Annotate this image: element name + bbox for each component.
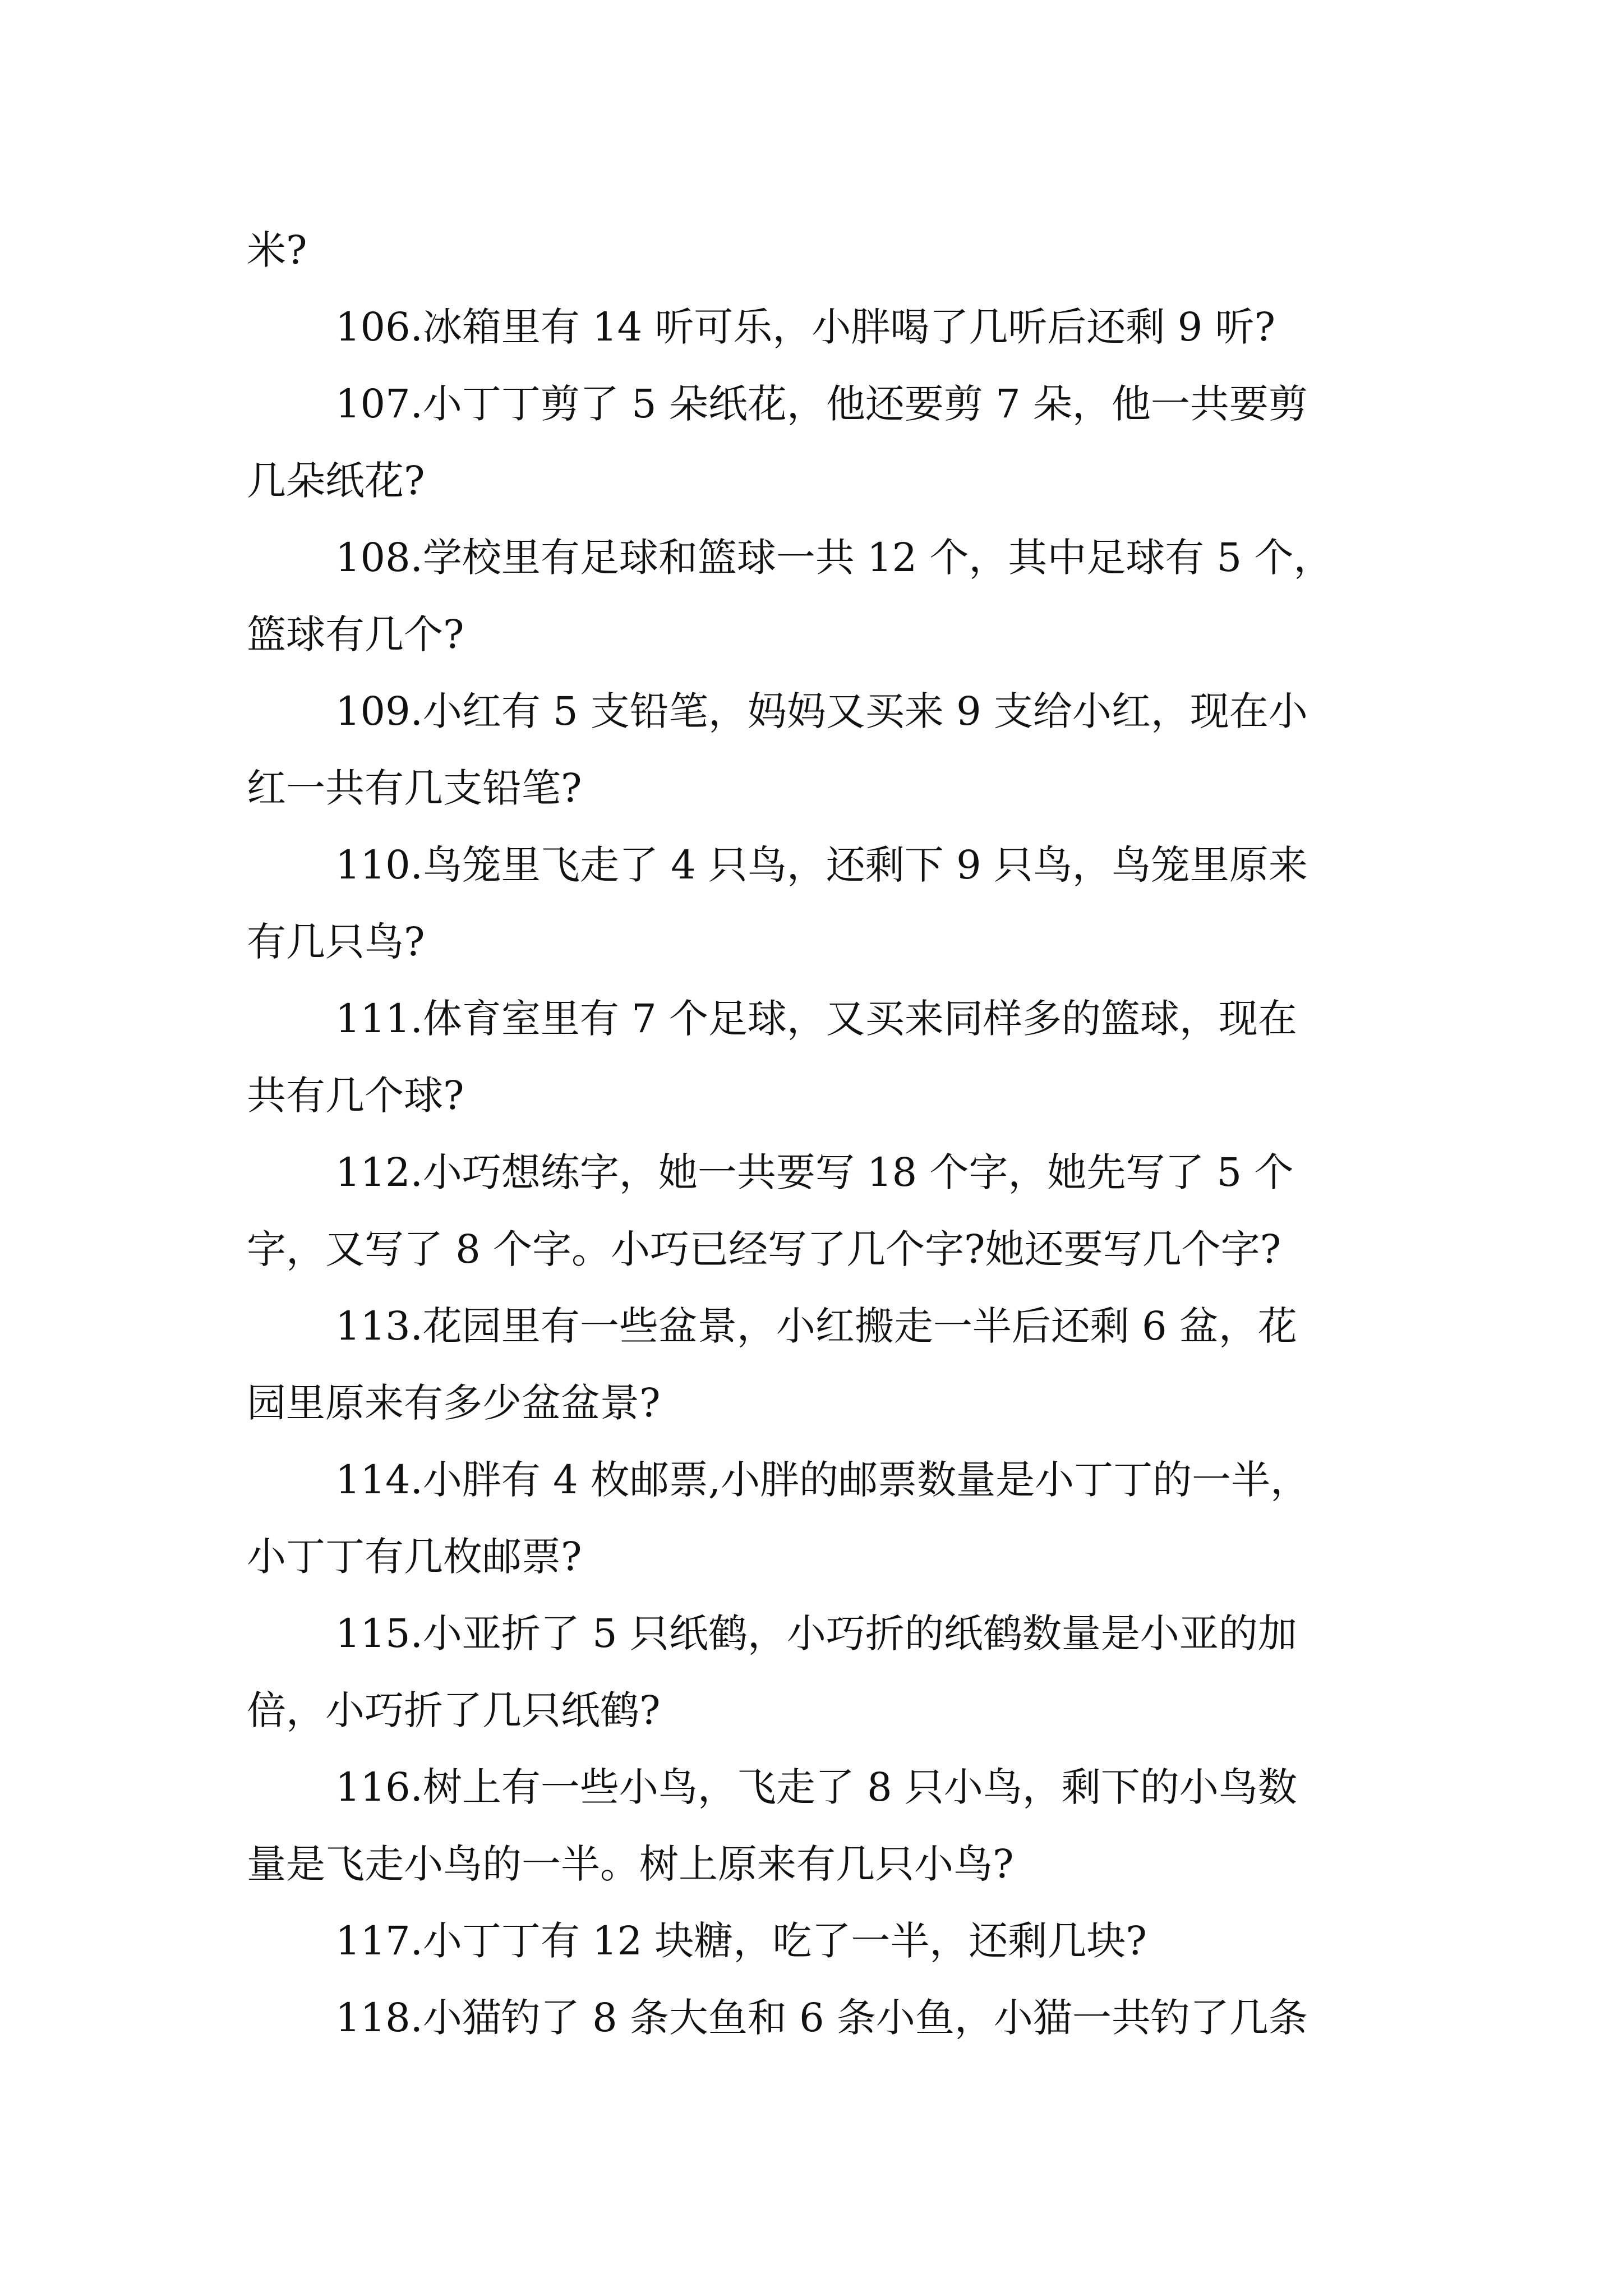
text-line: 111.体育室里有 7 个足球，又买来同样多的篮球，现在 — [335, 996, 1297, 1042]
text-line: 114.小胖有 4 枚邮票,小胖的邮票数量是小丁丁的一半， — [335, 1457, 1310, 1503]
text-line: 116.树上有一些小鸟，飞走了 8 只小鸟，剩下的小鸟数 — [335, 1764, 1297, 1810]
text-line: 118.小猫钓了 8 条大鱼和 6 条小鱼，小猫一共钓了几条 — [335, 1995, 1308, 2041]
text-line: 倍，小巧折了几只纸鹤? — [247, 1687, 661, 1733]
text-line: 篮球有几个? — [247, 611, 464, 657]
text-line: 字，又写了 8 个字。小巧已经写了几个字?她还要写几个字? — [247, 1226, 1281, 1272]
document-body — [247, 212, 1391, 2056]
text-line: 共有几个球? — [247, 1073, 464, 1119]
text-line: 有几只鸟? — [247, 919, 425, 965]
text-line: 113.花园里有一些盆景，小红搬走一半后还剩 6 盆，花 — [335, 1303, 1297, 1349]
text-line: 117.小丁丁有 12 块糖，吃了一半，还剩几块? — [335, 1918, 1147, 1964]
text-line: 量是飞走小鸟的一半。树上原来有几只小鸟? — [247, 1841, 1014, 1887]
text-line: 106.冰箱里有 14 听可乐，小胖喝了几听后还剩 9 听? — [335, 304, 1275, 350]
text-line: 米? — [247, 227, 307, 273]
text-line: 112.小巧想练字，她一共要写 18 个字，她先写了 5 个 — [335, 1149, 1294, 1195]
text-line: 几朵纸花? — [247, 458, 425, 504]
text-line: 108.学校里有足球和篮球一共 12 个，其中足球有 5 个， — [335, 535, 1333, 581]
text-line: 109.小红有 5 支铅笔，妈妈又买来 9 支给小红，现在小 — [335, 688, 1308, 734]
text-line: 红一共有几支铅笔? — [247, 765, 582, 811]
text-line: 115.小亚折了 5 只纸鹤，小巧折的纸鹤数量是小亚的加 — [335, 1611, 1297, 1657]
text-line: 107.小丁丁剪了 5 朵纸花，他还要剪 7 朵，他一共要剪 — [335, 381, 1308, 427]
text-line: 110.鸟笼里飞走了 4 只鸟，还剩下 9 只鸟，鸟笼里原来 — [335, 842, 1308, 888]
text-line: 园里原来有多少盆盆景? — [247, 1380, 661, 1426]
text-line: 小丁丁有几枚邮票? — [247, 1534, 582, 1580]
